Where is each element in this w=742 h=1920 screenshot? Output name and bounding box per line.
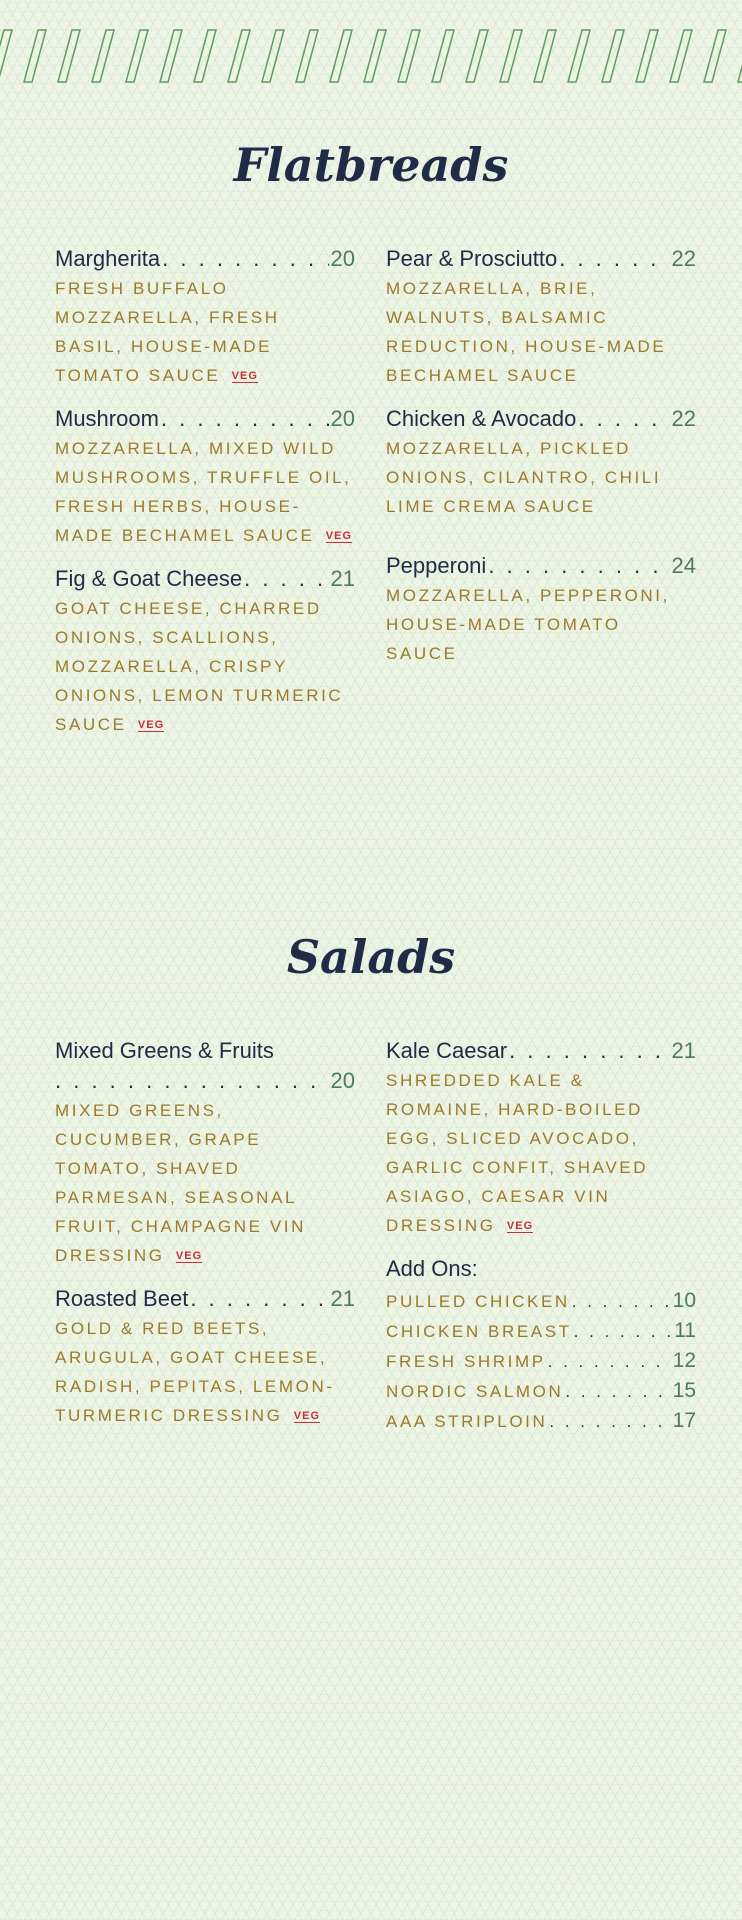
add-on-item xyxy=(386,1346,696,1376)
item-name: Roasted Beet xyxy=(55,1286,189,1311)
veg-badge: VEG xyxy=(137,719,165,732)
item-price: 20 xyxy=(330,406,355,431)
dot-leader xyxy=(55,1066,329,1096)
menu-item xyxy=(386,551,696,668)
veg-badge: VEG xyxy=(293,1410,320,1423)
item-price: 20 xyxy=(330,1068,355,1093)
flatbreads-left-column xyxy=(55,244,355,753)
flatbreads-right-column xyxy=(386,244,696,682)
item-price: 21 xyxy=(671,1038,696,1063)
add-on-name: PULLED CHICKEN xyxy=(386,1292,570,1311)
item-description: GOAT CHEESE, CHARRED ONIONS, SCALLIONS, MOZZARELLA, CRISPY ONIONS, LEMON TURMERIC SAUCE xyxy=(55,599,344,734)
dot-leader xyxy=(548,1347,671,1376)
dot-leader xyxy=(572,1287,671,1316)
add-on-name: CHICKEN BREAST xyxy=(386,1322,572,1341)
menu-item xyxy=(386,244,696,390)
item-description: GOLD & RED BEETS, ARUGULA, GOAT CHEESE, RADISH, PEPITAS, LEMON-TURMERIC DRESSING xyxy=(55,1319,335,1425)
item-price: 21 xyxy=(330,1286,355,1311)
section-title-flatbreads: Flatbreads xyxy=(233,138,509,192)
item-description: MOZZARELLA, BRIE, WALNUTS, BALSAMIC REDUCTION, HOUSE-MADE BECHAMEL SAUCE xyxy=(386,279,667,385)
item-price: 20 xyxy=(330,246,355,271)
add-on-price: 12 xyxy=(672,1349,696,1372)
dot-leader xyxy=(549,1407,670,1436)
add-on-price: 17 xyxy=(672,1409,696,1432)
salads-right-column xyxy=(386,1036,696,1436)
flatbreads-section xyxy=(0,138,742,192)
item-description: FRESH BUFFALO MOZZARELLA, FRESH BASIL, HOUSE-MADE TOMATO SAUCE xyxy=(55,279,280,385)
item-description: SHREDDED KALE & ROMAINE, HARD-BOILED EGG, SLICED AVOCADO, GARLIC CONFIT, SHAVED ASIAGO, CAESAR VIN DRESSING xyxy=(386,1071,649,1235)
dot-leader xyxy=(488,551,669,581)
veg-badge: VEG xyxy=(325,530,352,543)
item-description: MIXED GREENS, CUCUMBER, GRAPE TOMATO, SHAVED PARMESAN, SEASONAL FRUIT, CHAMPAGNE VIN DRESSING xyxy=(55,1101,306,1265)
salads-left-column xyxy=(55,1036,355,1444)
veg-badge: VEG xyxy=(231,370,258,383)
dot-leader xyxy=(509,1036,669,1066)
item-name: Mushroom xyxy=(55,406,159,431)
menu-item xyxy=(55,564,355,739)
dot-leader xyxy=(565,1377,670,1406)
item-price: 22 xyxy=(671,406,696,431)
dot-leader xyxy=(559,244,669,274)
item-name: Mixed Greens & Fruits xyxy=(55,1038,274,1063)
menu-item xyxy=(55,244,355,390)
add-on-item xyxy=(386,1376,696,1406)
item-description: MOZZARELLA, MIXED WILD MUSHROOMS, TRUFFLE OIL, FRESH HERBS, HOUSE-MADE BECHAMEL SAUCE xyxy=(55,439,352,545)
item-name: Pear & Prosciutto xyxy=(386,246,558,271)
item-description: MOZZARELLA, PEPPERONI, HOUSE-MADE TOMATO SAUCE xyxy=(386,586,670,663)
add-on-item xyxy=(386,1286,696,1316)
add-on-price: 10 xyxy=(672,1289,696,1312)
add-on-name: AAA STRIPLOIN xyxy=(386,1412,548,1431)
item-name: Pepperoni xyxy=(386,553,487,578)
section-title-salads: Salads xyxy=(286,930,456,984)
dot-leader xyxy=(162,244,328,274)
menu-item xyxy=(55,1284,355,1430)
dot-leader xyxy=(244,564,328,594)
add-ons-title: Add Ons: xyxy=(386,1256,478,1281)
add-on-price: 11 xyxy=(674,1319,696,1342)
dot-leader xyxy=(190,1284,328,1314)
item-description: MOZZARELLA, PICKLED ONIONS, CILANTRO, CHILI LIME CREMA SAUCE xyxy=(386,439,662,516)
add-on-name: FRESH SHRIMP xyxy=(386,1352,546,1371)
diagonal-stripe-border xyxy=(0,28,742,84)
dot-leader xyxy=(161,404,329,434)
add-on-item xyxy=(386,1406,696,1436)
menu-item xyxy=(386,404,696,521)
salads-section xyxy=(0,930,742,984)
dot-leader xyxy=(578,404,669,434)
item-name: Fig & Goat Cheese xyxy=(55,566,243,591)
item-name: Chicken & Avocado xyxy=(386,406,577,431)
item-name: Margherita xyxy=(55,246,161,271)
veg-badge: VEG xyxy=(175,1250,203,1263)
item-price: 21 xyxy=(330,566,355,591)
menu-item xyxy=(55,1036,355,1270)
item-price: 24 xyxy=(671,553,696,578)
menu-item xyxy=(386,1036,696,1240)
add-on-name: NORDIC SALMON xyxy=(386,1382,564,1401)
add-on-item xyxy=(386,1316,696,1346)
menu-item xyxy=(55,404,355,550)
add-ons-list xyxy=(386,1254,696,1436)
veg-badge: VEG xyxy=(506,1220,534,1233)
add-on-price: 15 xyxy=(672,1379,696,1402)
item-name: Kale Caesar xyxy=(386,1038,508,1063)
item-price: 22 xyxy=(671,246,696,271)
dot-leader xyxy=(574,1317,673,1346)
